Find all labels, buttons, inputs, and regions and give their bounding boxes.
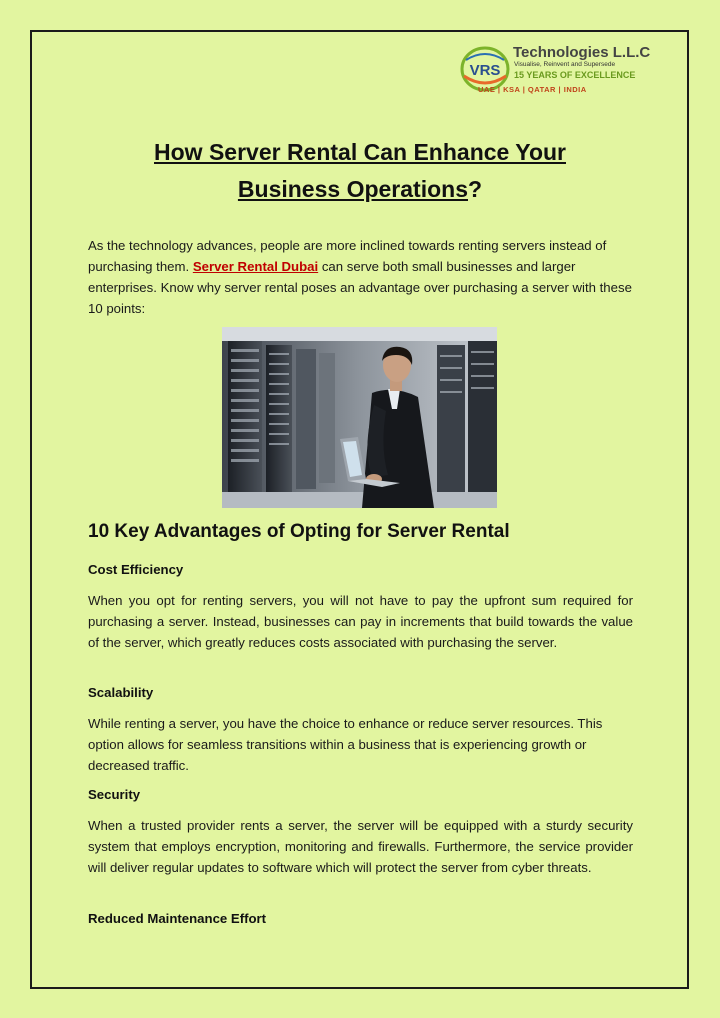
page-title — [90, 134, 630, 208]
advantage-heading-cost-efficiency: Cost Efficiency — [88, 562, 184, 577]
advantage-heading-scalability: Scalability — [88, 685, 154, 700]
title-line-1: How Server Rental Can Enhance Your — [154, 139, 566, 165]
logo-regions: UAE | KSA | QATAR | INDIA — [478, 85, 587, 94]
logo-years: 15 YEARS OF EXCELLENCE — [514, 70, 636, 80]
server-rental-dubai-link[interactable]: Server Rental Dubai — [192, 259, 319, 274]
advantage-heading-reduced-maintenance: Reduced Maintenance Effort — [88, 911, 267, 926]
advantage-heading-security: Security — [88, 787, 141, 802]
logo-company-name: Technologies L.L.C — [513, 44, 651, 61]
title-question-mark: ? — [468, 176, 483, 202]
advantage-text-scalability: While renting a server, you have the choice to enhance or reduce server resources. This option allows for seamless transitions within a business that is experiencing growth or decreased traffic. — [88, 716, 603, 773]
advantage-text-security: When a trusted provider rents a server, the server will be equipped with a sturdy security system that employs encryption, monitoring and firewalls. Furthermore, the service provider will deliver regular updates to software which will protect the server from cyber threats. — [88, 818, 633, 875]
title-line-2: Business Operations — [237, 176, 468, 202]
advantage-text-cost-efficiency: When you opt for renting servers, you will not have to pay the upfront sum required for purchasing a server. Instead, businesses can pay in increments that build towards the value of the server, which greatly reduces costs associated with purchasing the server. — [88, 593, 633, 650]
logo-mark-text: VRS — [469, 62, 501, 79]
section-heading: 10 Key Advantages of Opting for Server Rental — [88, 521, 510, 542]
company-logo — [460, 40, 660, 100]
intro-text-end: can serve both small businesses and larger enterprises. Know why server rental poses an advantage over purchasing a server with these 10 points: — [88, 259, 632, 316]
logo-tagline: Visualise, Reinvent and Supersede — [514, 61, 616, 68]
intro-text-start: As the technology advances, people are more inclined towards renting servers instead of purchasing them. — [88, 238, 607, 274]
intro-paragraph — [88, 235, 633, 319]
server-room-photo — [222, 327, 497, 508]
